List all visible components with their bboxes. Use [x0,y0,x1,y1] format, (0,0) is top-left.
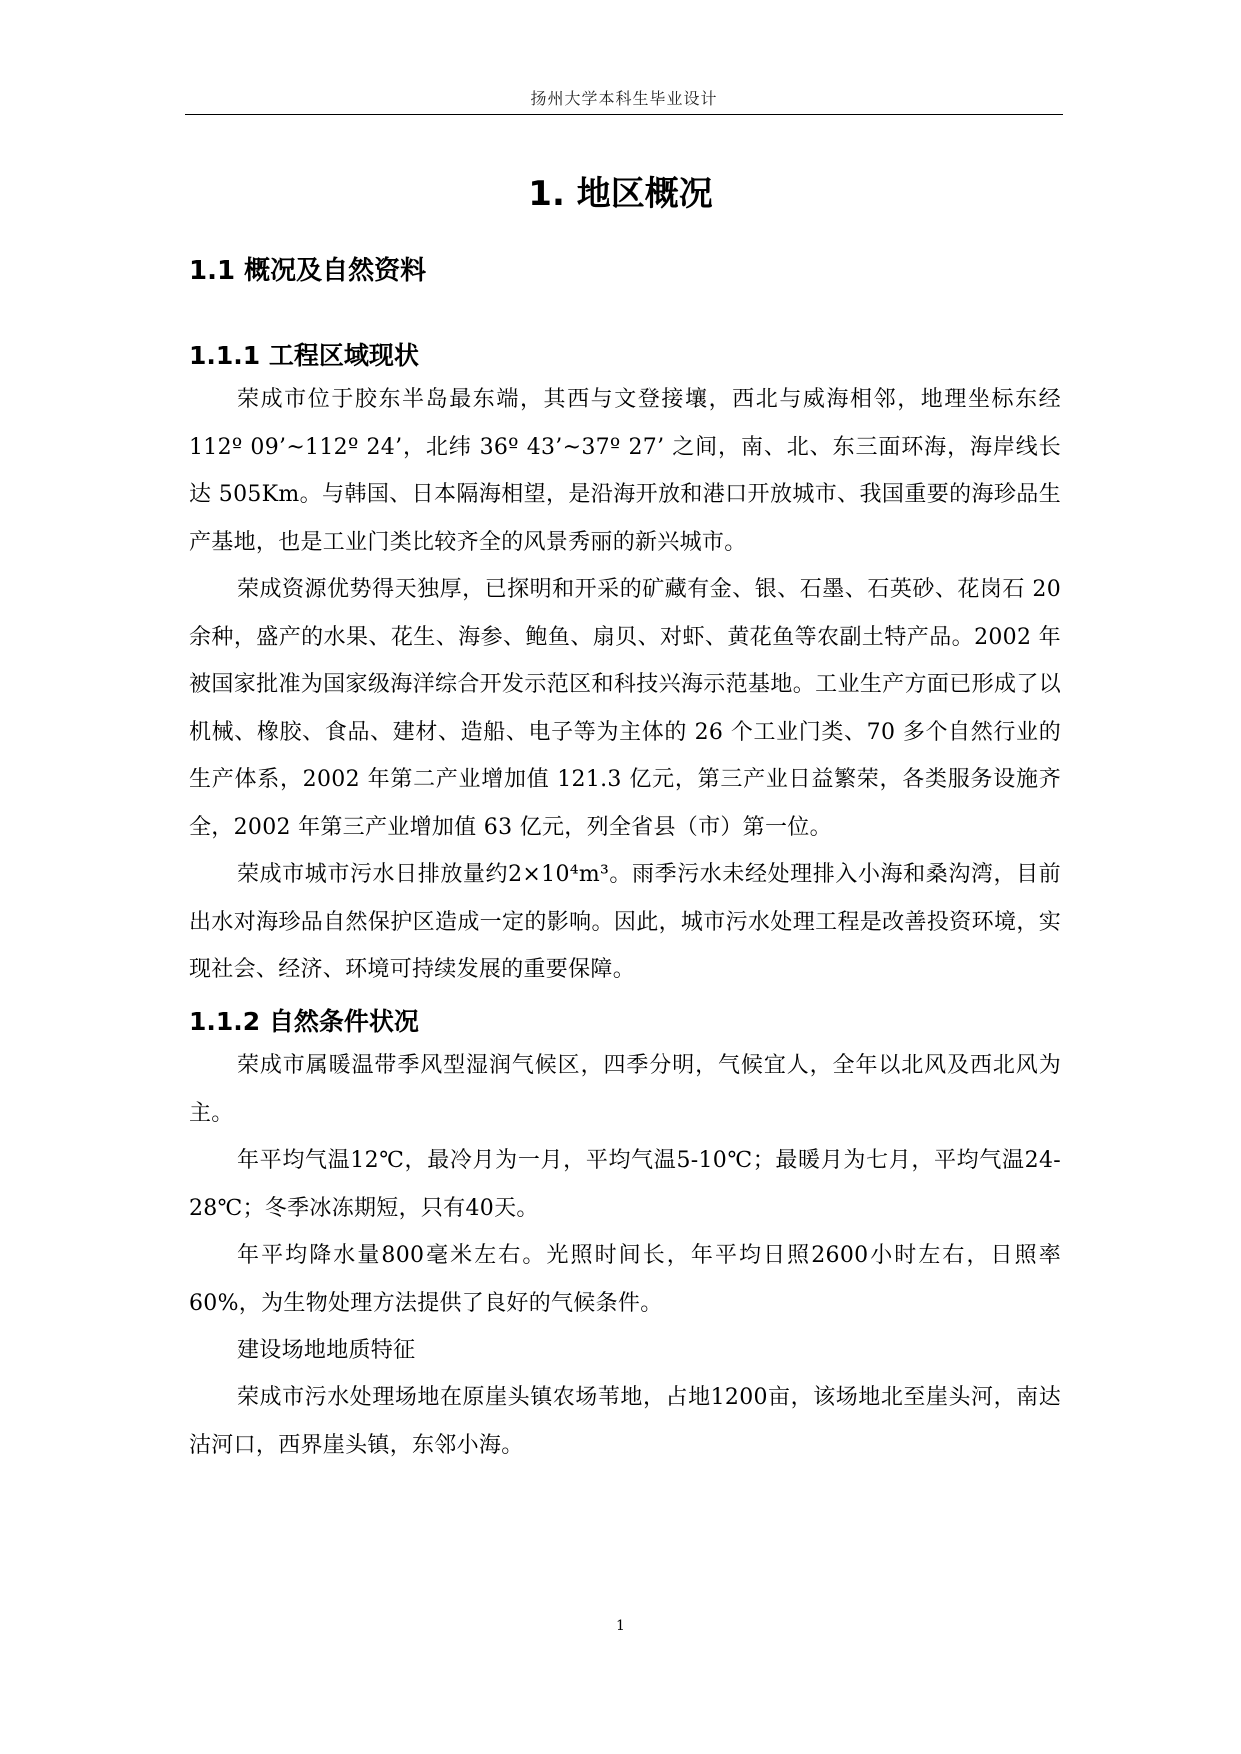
header-divider [185,114,1063,115]
paragraph: 年平均降水量800毫米左右。光照时间长，年平均日照2600小时左右，日照率60%，为生物处理方法提供了良好的气候条件。 [189,1243,1061,1316]
section-heading-1-1-1: 1.1.1 工程区域现状 [189,341,419,370]
section-heading-1-1-2: 1.1.2 自然条件状况 [189,1007,419,1036]
page-number: 1 [616,1618,625,1634]
paragraph: 年平均气温12℃，最冷月为一月，平均气温5-10℃；最暖月为七月，平均气温24-28℃；冬季冰冻期短，只有40天。 [189,1148,1061,1221]
section-heading-1-1: 1.1 概况及自然资料 [189,256,427,286]
paragraph: 建设场地地质特征 [237,1338,416,1363]
paragraph: 荣成市属暖温带季风型湿润气候区，四季分明，气候宜人，全年以北风及西北风为主。 [189,1053,1061,1126]
paragraph: 荣成市位于胶东半岛最东端，其西与文登接壤，西北与威海相邻，地理坐标东经 112º 09’~112º 24’，北纬 36º 43’~37º 27’ 之间，南、北、东三面环海，海岸线长达 505Km。与韩国、日本隔海相望，是沿海开放和港口开放城市、我国重要的海珍品生产基地，也是工业门类比较齐全的风景秀丽的新兴城市。 [189,387,1061,555]
paragraph: 荣成资源优势得天独厚，已探明和开采的矿藏有金、银、石墨、石英砂、花岗石 20 余种，盛产的水果、花生、海参、鲍鱼、扇贝、对虾、黄花鱼等农副土特产品。2002 年被国家批准为国家级海洋综合开发示范区和科技兴海示范基地。工业生产方面已形成了以机械、橡胶、食品、建材、造船、电子等为主体的 26 个工业门类、70 多个自然行业的生产体系，2002 年第二产业增加值 121.3 亿元，第三产业日益繁荣，各类服务设施齐全，2002 年第三产业增加值 63 亿元，列全省县（市）第一位。 [189,577,1061,840]
paragraph: 荣成市城市污水日排放量约2×10⁴m³。雨季污水未经处理排入小海和桑沟湾，目前出水对海珍品自然保护区造成一定的影响。因此，城市污水处理工程是改善投资环境，实现社会、经济、环境可持续发展的重要保障。 [189,862,1061,982]
paragraph: 荣成市污水处理场地在原崖头镇农场苇地，占地1200亩，该场地北至崖头河，南达沽河口，西界崖头镇，东邻小海。 [189,1385,1061,1458]
chapter-title: 1. 地区概况 [528,174,713,214]
page-header: 扬州大学本科生毕业设计 [530,89,718,108]
